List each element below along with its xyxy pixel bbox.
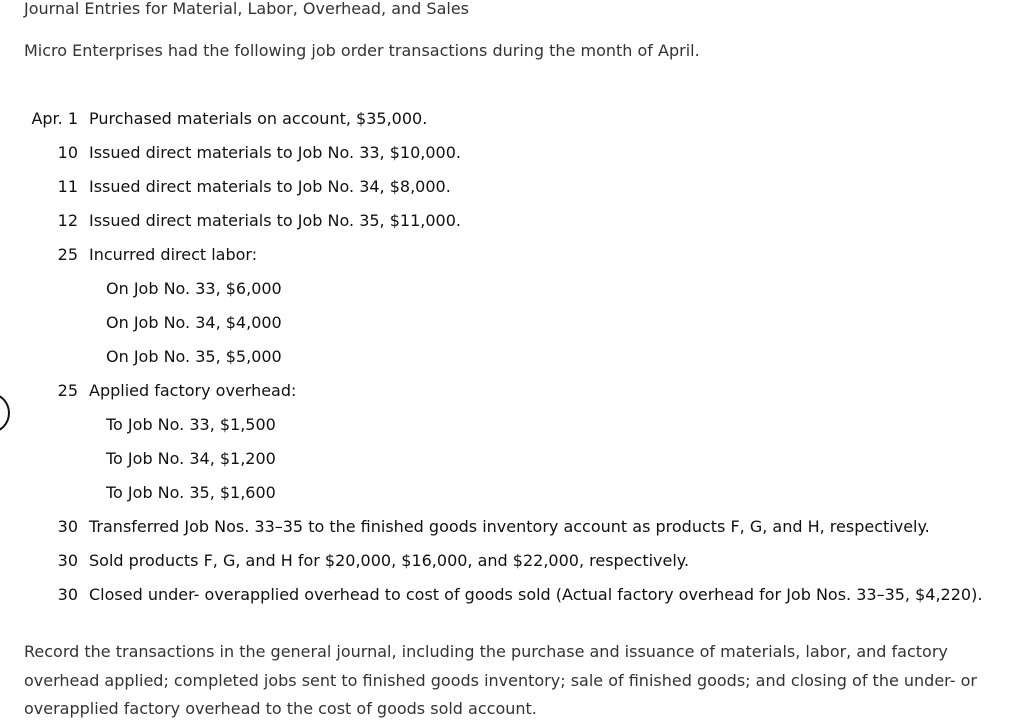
transaction-subtext: To Job No. 33, $1,500: [106, 415, 276, 434]
transaction-subtext: On Job No. 33, $6,000: [106, 279, 282, 298]
transaction-subtext: On Job No. 35, $5,000: [106, 347, 282, 366]
transaction-date: 12: [57, 211, 78, 230]
transaction-subtext: To Job No. 35, $1,600: [106, 483, 276, 502]
transaction-text: Transferred Job Nos. 33–35 to the finished goods inventory account as products F, G, and H, respectively.: [89, 517, 930, 536]
transaction-date: 30: [57, 551, 78, 570]
transaction-text: Issued direct materials to Job No. 33, $10,000.: [89, 143, 461, 162]
transaction-date: 30: [57, 517, 78, 536]
transaction-text: Closed under- overapplied overhead to cost of goods sold (Actual factory overhead for Job Nos. 33–35, $4,220).: [89, 585, 983, 604]
instructions-text: Record the transactions in the general journal, including the purchase and issuance of materials, labor, and factory overhead applied; completed jobs sent to finished goods inventory; sale of finished goods; and closing of the under- or overapplied factory overhead to the cost of goods sold account.: [24, 642, 977, 718]
transaction-date: 10: [57, 143, 78, 162]
transaction-text: Purchased materials on account, $35,000.: [89, 109, 428, 128]
transaction-date: Apr. 1: [31, 109, 78, 128]
transaction-date: 25: [57, 381, 78, 400]
transaction-subtext: To Job No. 34, $1,200: [106, 449, 276, 468]
transaction-text: Incurred direct labor:: [89, 245, 258, 264]
transaction-text: Applied factory overhead:: [89, 381, 297, 400]
transaction-text: Sold products F, G, and H for $20,000, $16,000, and $22,000, respectively.: [89, 551, 690, 570]
intro-text: Micro Enterprises had the following job order transactions during the month of April.: [24, 41, 700, 60]
transaction-date: 30: [57, 585, 78, 604]
transaction-text: Issued direct materials to Job No. 35, $11,000.: [89, 211, 461, 230]
transaction-text: Issued direct materials to Job No. 34, $8,000.: [89, 177, 451, 196]
transaction-date: 11: [57, 177, 78, 196]
transaction-subtext: On Job No. 34, $4,000: [106, 313, 282, 332]
page-title: Journal Entries for Material, Labor, Overhead, and Sales: [24, 0, 469, 18]
transaction-date: 25: [57, 245, 78, 264]
